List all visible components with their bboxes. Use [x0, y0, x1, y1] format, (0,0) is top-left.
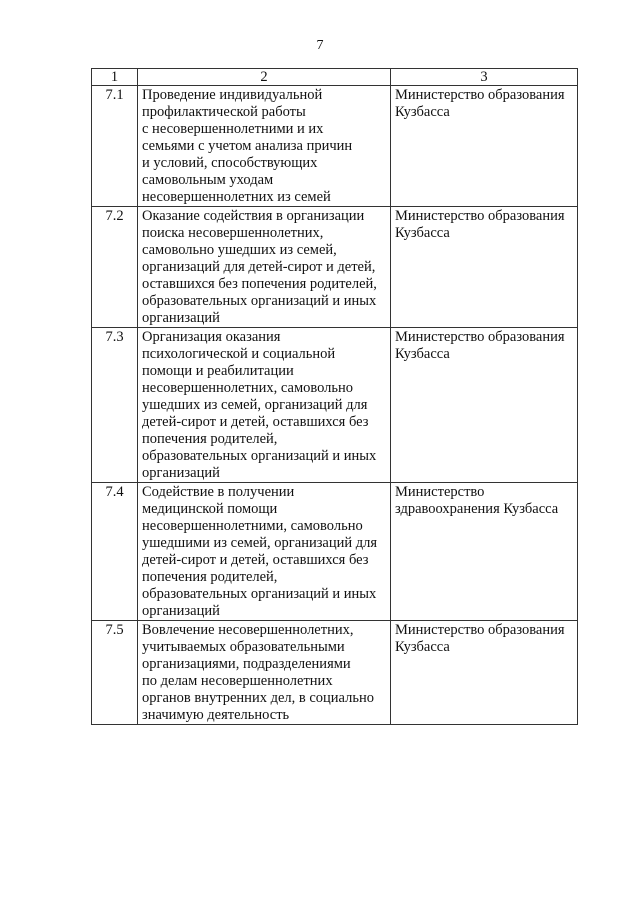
executor-cell [391, 328, 578, 483]
action-text-line: детей-сирот и детей, оставшихся без [142, 552, 369, 568]
executor-text-line: Министерство образования [395, 208, 565, 224]
action-text-line: медицинской помощи [142, 501, 278, 517]
executor-cell [391, 621, 578, 725]
action-cell [138, 207, 391, 328]
action-text-line: по делам несовершеннолетних [142, 673, 333, 689]
action-cell [138, 86, 391, 207]
action-text-line: организаций [142, 603, 220, 619]
action-text-line: организаций [142, 310, 220, 326]
header-cell-action: 2 [138, 69, 391, 86]
action-text-line: семьями с учетом анализа причин [142, 138, 353, 154]
action-text-line: организаций для детей-сирот и детей, [142, 259, 376, 275]
action-text-line: оставшихся без попечения родителей, [142, 276, 377, 292]
action-text-line: Организация оказания [142, 329, 281, 345]
action-text-line: попечения родителей, [142, 569, 278, 585]
action-text-line: организациями, подразделениями [142, 656, 351, 672]
action-text-line: значимую деятельность [142, 707, 290, 723]
action-text-line: профилактической работы [142, 104, 306, 120]
executor-cell [391, 86, 578, 207]
action-text-line: несовершеннолетних, самовольно [142, 380, 354, 396]
action-text-line: поиска несовершеннолетних, [142, 225, 324, 241]
action-text-line: несовершеннолетними, самовольно [142, 518, 363, 534]
action-text-line: и условий, способствующих [142, 155, 318, 171]
executor-text-line: Кузбасса [395, 104, 450, 120]
page-number: 7 [316, 38, 324, 53]
action-text-line: Проведение индивидуальной [142, 87, 323, 103]
action-text-line: органов внутренних дел, в социально [142, 690, 374, 706]
action-text-line: образовательных организаций и иных [142, 293, 377, 309]
executor-text-line: здравоохранения Кузбасса [395, 501, 559, 517]
document-table [91, 68, 578, 725]
action-text-line: Вовлечение несовершеннолетних, [142, 622, 354, 638]
table-row [92, 86, 578, 207]
action-text-line: попечения родителей, [142, 431, 278, 447]
row-number-cell: 7.3 [92, 328, 138, 483]
executor-text-line: Кузбасса [395, 639, 450, 655]
executor-text-line: Министерство образования [395, 622, 565, 638]
executor-text-line: Министерство [395, 484, 485, 500]
action-text-line: образовательных организаций и иных [142, 448, 377, 464]
table-row [92, 207, 578, 328]
action-text-line: ушедших из семей, организаций для [142, 397, 368, 413]
action-text-line: детей-сирот и детей, оставшихся без [142, 414, 369, 430]
row-number-cell: 7.4 [92, 483, 138, 621]
action-text-line: самовольным уходам [142, 172, 274, 188]
action-text-line: психологической и социальной [142, 346, 336, 362]
table-header-row [92, 69, 578, 86]
row-number-cell: 7.5 [92, 621, 138, 725]
action-text-line: ушедшими из семей, организаций для [142, 535, 378, 551]
table-body [92, 86, 578, 725]
executor-cell [391, 207, 578, 328]
action-text-line: с несовершеннолетними и их [142, 121, 324, 137]
action-cell [138, 483, 391, 621]
action-text-line: организаций [142, 465, 220, 481]
executor-cell [391, 483, 578, 621]
row-number-cell: 7.1 [92, 86, 138, 207]
action-cell [138, 328, 391, 483]
executor-text-line: Министерство образования [395, 329, 565, 345]
action-cell [138, 621, 391, 725]
executor-text-line: Кузбасса [395, 346, 450, 362]
executor-text-line: Кузбасса [395, 225, 450, 241]
table-row [92, 621, 578, 725]
row-number-cell: 7.2 [92, 207, 138, 328]
action-text-line: самовольно ушедших из семей, [142, 242, 337, 258]
header-cell-number: 1 [92, 69, 138, 86]
header-cell-executor: 3 [391, 69, 578, 86]
action-text-line: образовательных организаций и иных [142, 586, 377, 602]
action-text-line: учитываемых образовательными [142, 639, 345, 655]
executor-text-line: Министерство образования [395, 87, 565, 103]
action-text-line: помощи и реабилитации [142, 363, 294, 379]
action-text-line: несовершеннолетних из семей [142, 189, 331, 205]
action-text-line: Содействие в получении [142, 484, 295, 500]
table-row [92, 328, 578, 483]
table-row [92, 483, 578, 621]
action-text-line: Оказание содействия в организации [142, 208, 365, 224]
